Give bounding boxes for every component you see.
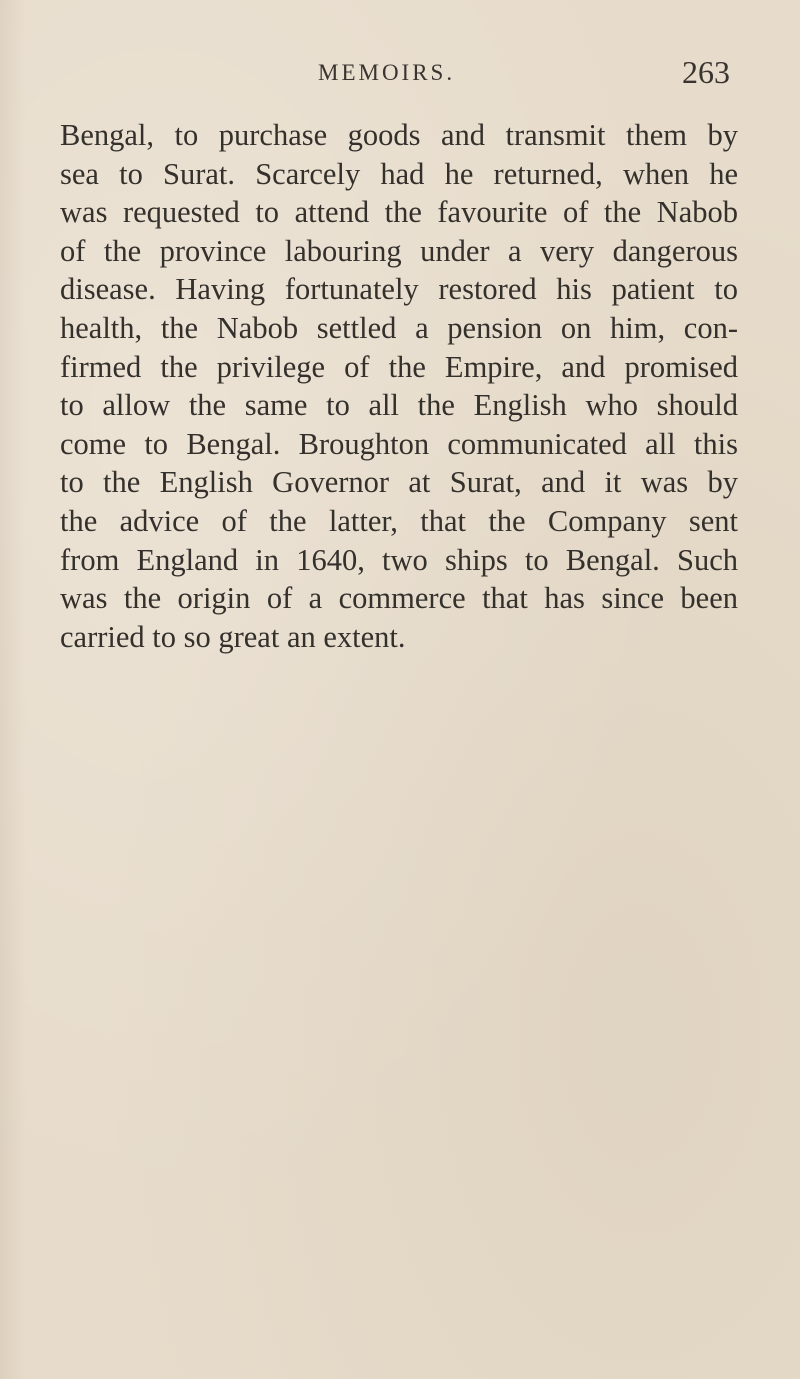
text-line: health, the Nabob settled a pension on him, con- (60, 310, 738, 345)
text-line: from England in 1640, two ships to Bengal. Such (60, 542, 738, 577)
text-line: was the origin of a commerce that has since been (60, 581, 738, 616)
text-line: of the province labouring under a very dangerous (60, 233, 738, 268)
text-line: Bengal, to purchase goods and transmit them by (60, 118, 738, 152)
text-line: to allow the same to all the English who should (60, 388, 738, 423)
text-line: to the English Governor at Surat, and it was by (60, 465, 738, 500)
page-number: 263 (682, 54, 730, 90)
running-head (0, 50, 800, 90)
text-line: disease. Having fortunately restored his patient to (60, 272, 738, 307)
text-line-last: carried to so great an extent. (60, 619, 406, 654)
text-line: was requested to attend the favourite of the Nabob (60, 195, 738, 230)
text-line: firmed the privilege of the Empire, and promised (60, 349, 738, 384)
text-line: come to Bengal. Broughton communicated all this (60, 426, 738, 461)
body-paragraph (60, 116, 738, 656)
text-line: the advice of the latter, that the Company sent (60, 503, 738, 538)
running-title: MEMOIRS. (318, 60, 456, 85)
text-line: sea to Surat. Scarcely had he returned, when he (60, 156, 738, 191)
